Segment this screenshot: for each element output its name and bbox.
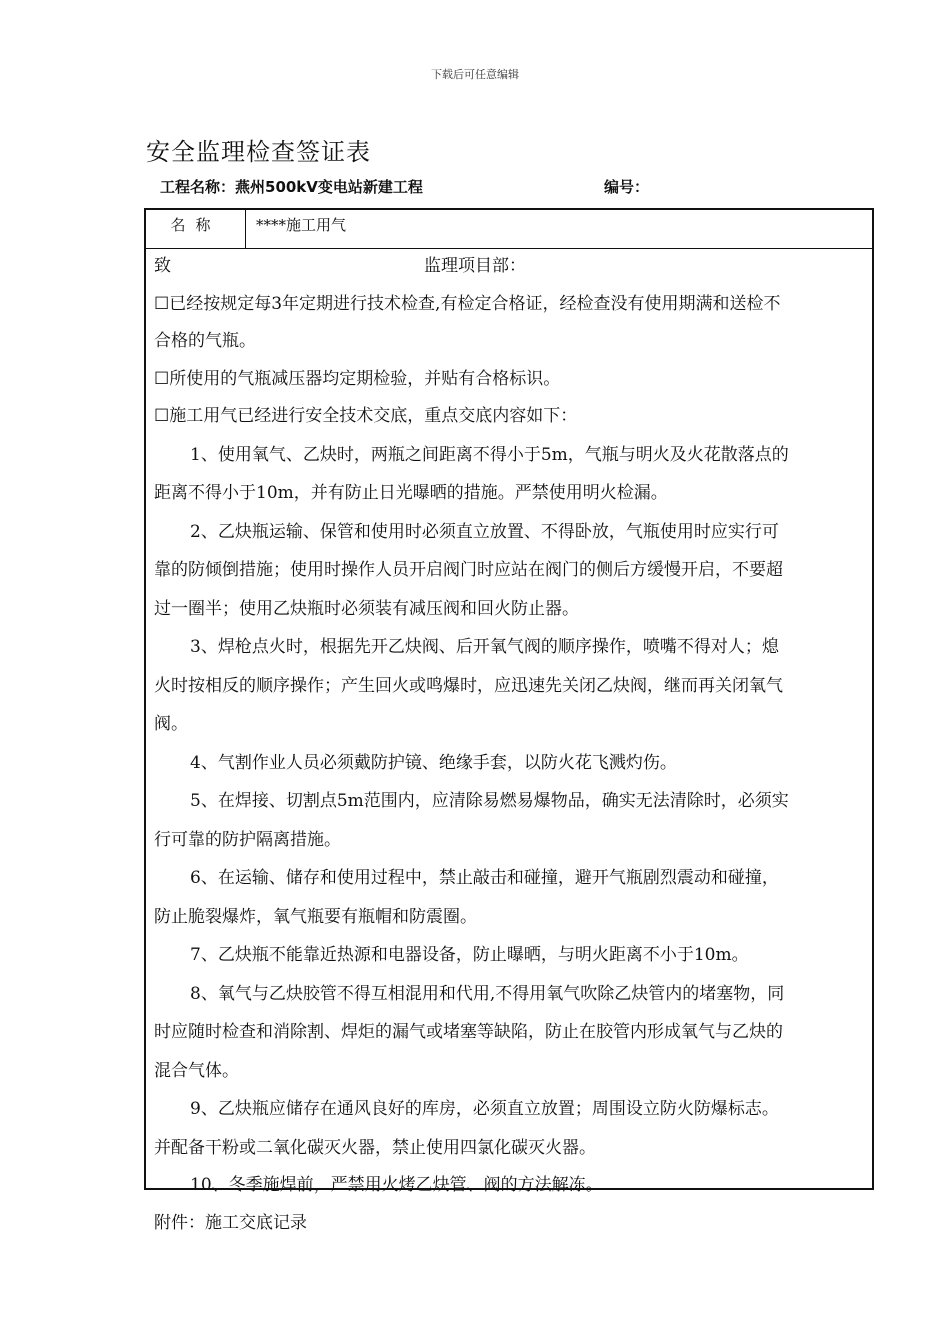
- body-line: 时应随时检查和消除割、焊炬的漏气或堵塞等缺陷，防止在胶管内形成氧气与乙炔的: [154, 1022, 783, 1042]
- addressee-line: [154, 248, 866, 286]
- body-line: 6、在运输、储存和使用过程中，禁止敲击和碰撞，避开气瓶剧烈震动和碰撞，: [190, 868, 779, 888]
- body-line: 行可靠的防护隔离措施。: [154, 829, 341, 850]
- body-line: 8、氧气与乙炔胶管不得互相混用和代用,不得用氧气吹除乙炔管内的堵塞物，同: [190, 983, 785, 1004]
- attachment-line: 附件：施工交底记录: [154, 1212, 307, 1233]
- body-line: 9、乙炔瓶应储存在通风良好的库房，必须直立放置；周围设立防火防爆标志。: [190, 1099, 779, 1119]
- to-label: 致: [154, 256, 171, 276]
- supervision-dept: 监理项目部：: [424, 256, 526, 276]
- body-line: 混合气体。: [154, 1060, 239, 1081]
- body-line: 防止脆裂爆炸，氧气瓶要有瓶帽和防震圈。: [154, 906, 477, 927]
- name-value: ****施工用气: [256, 216, 347, 234]
- body-line: 1、使用氧气、乙炔时，两瓶之间距离不得小于5m，气瓶与明火及火花散落点的: [190, 444, 789, 465]
- body-line: 距离不得小于10m，并有防止日光曝晒的措施。严禁使用明火检漏。: [154, 483, 668, 503]
- body-line: 5、在焊接、切割点5m范围内，应清除易燃易爆物品，确实无法清除时，必须实: [190, 791, 789, 811]
- body-line: 10、冬季施焊前，严禁用火烤乙炔管、阀的方法解冻。: [190, 1175, 603, 1195]
- body-line: 2、乙炔瓶运输、保管和使用时必须直立放置、不得卧放，气瓶使用时应实行可: [190, 521, 779, 542]
- body-line: 阀。: [154, 714, 188, 734]
- body-line: 4、气割作业人员必须戴防护镜、绝缘手套，以防火花飞溅灼伤。: [190, 752, 677, 773]
- body-line: 合格的气瓶。: [154, 331, 256, 351]
- body-line: 火时按相反的顺序操作；产生回火或鸣爆时，应迅速先关闭乙炔阀，继而再关闭氧气: [154, 675, 783, 696]
- inspection-form-table: [144, 208, 874, 1233]
- body-line: 3、焊枪点火时，根据先开乙炔阀、后开氧气阀的顺序操作，喷嘴不得对人；熄: [190, 637, 779, 657]
- body-line: 过一圈半；使用乙炔瓶时必须装有减压阀和回火防止器。: [154, 598, 579, 619]
- body-line: ☐已经按规定每3年定期进行技术检查,有检定合格证，经检查没有使用期满和送检不: [154, 293, 781, 314]
- serial-number-label: 编号：: [604, 178, 650, 196]
- project-line: [160, 176, 860, 197]
- body-line: ☐施工用气已经进行安全技术交底，重点交底内容如下：: [154, 406, 578, 426]
- body-line: 7、乙炔瓶不能靠近热源和电器设备，防止曝晒，与明火距离不小于10m。: [190, 945, 749, 965]
- body-line: 靠的防倾倒措施；使用时操作人员开启阀门时应站在阀门的侧后方缓慢开启，不要超: [154, 560, 783, 580]
- form-body: [154, 248, 866, 1242]
- header-note: 下载后可任意编辑: [431, 68, 519, 81]
- body-line: ☐所使用的气瓶减压器均定期检验，并贴有合格标识。: [154, 368, 561, 389]
- name-row: [146, 210, 872, 249]
- project-name: 工程名称：燕州500kV变电站新建工程: [160, 178, 423, 196]
- body-line: 并配备干粉或二氧化碳灭火器，禁止使用四氯化碳灭火器。: [154, 1137, 596, 1158]
- name-label: 名称: [146, 210, 246, 248]
- document-title: 安全监理检查签证表: [146, 138, 371, 166]
